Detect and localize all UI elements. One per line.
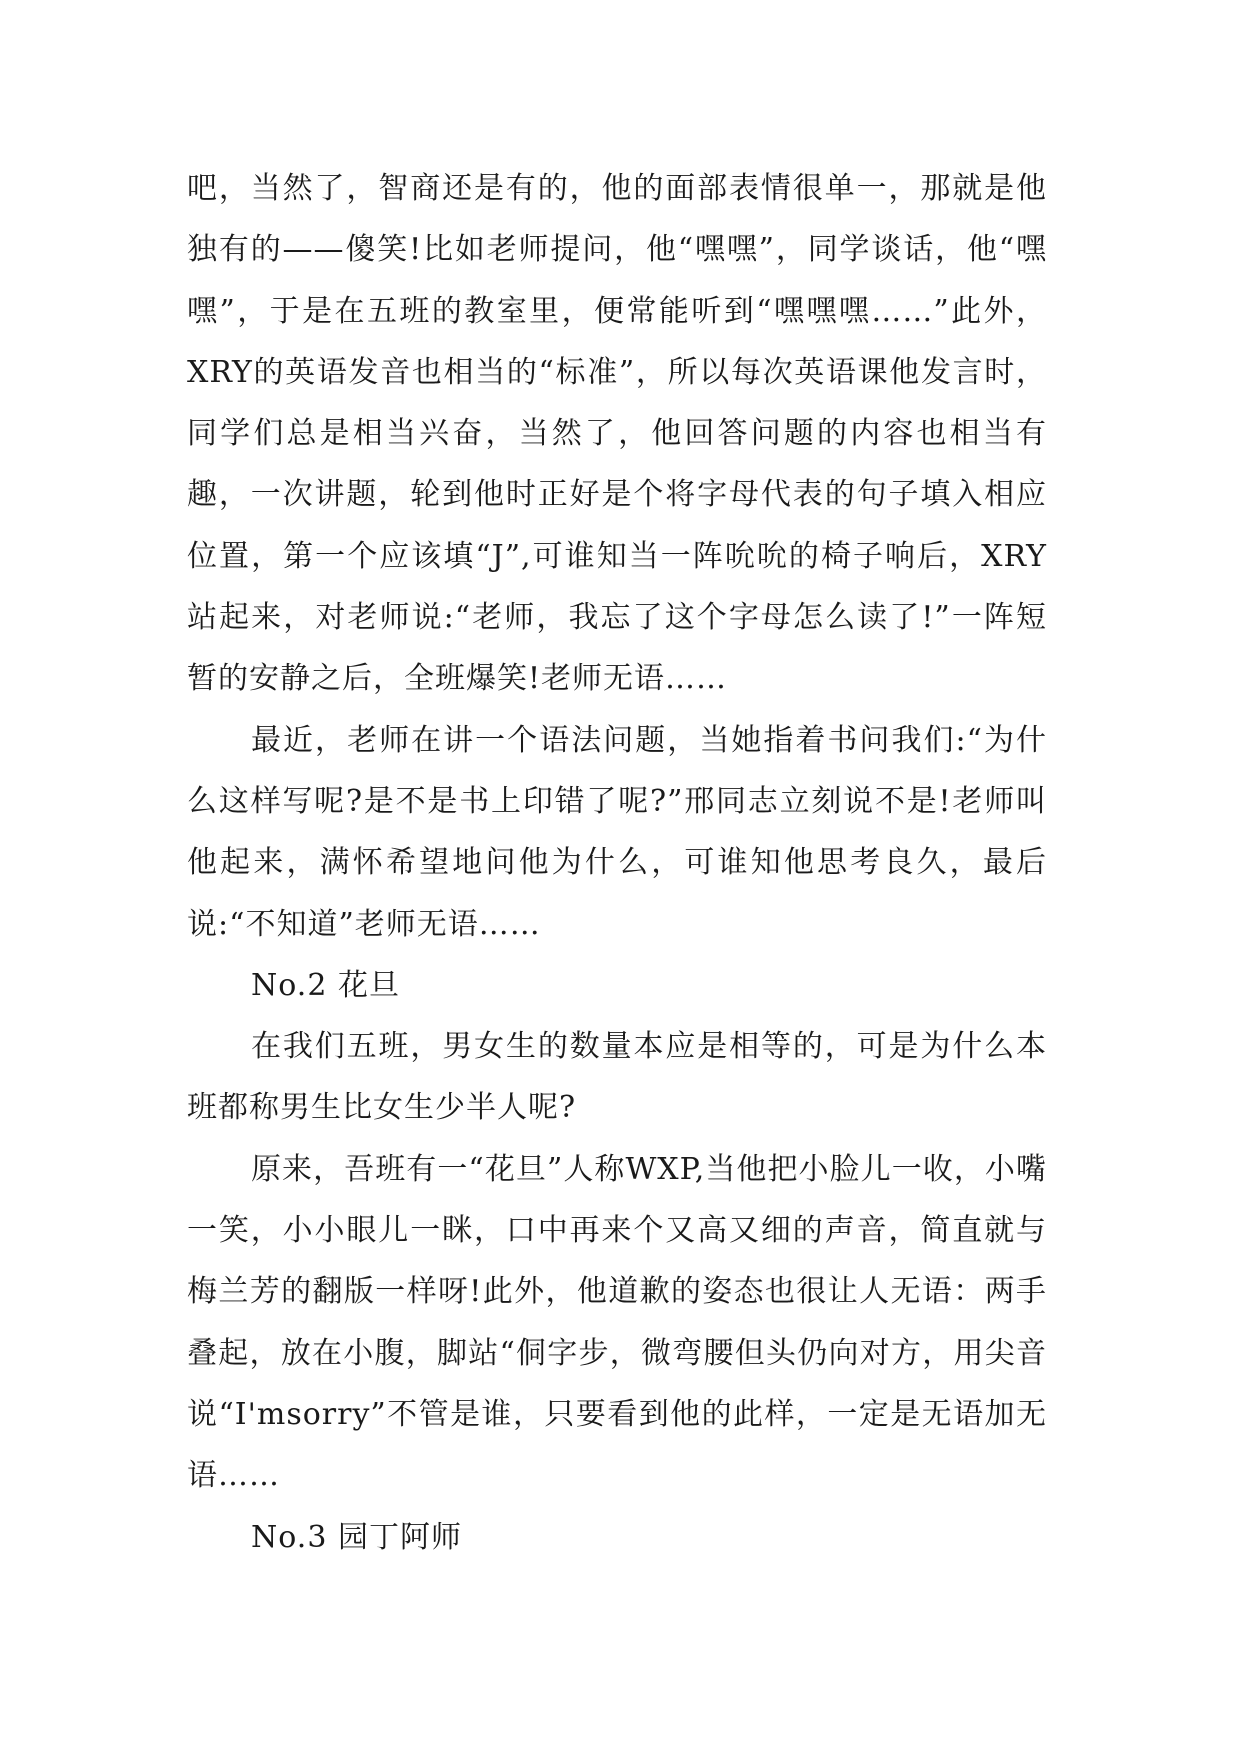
section-heading-no2: No.2 花旦 (251, 967, 400, 1003)
paragraph-class-ratio: 在我们五班，男女生的数量本应是相等的，可是为什么本班都称男生比女生少半人呢? (187, 1029, 1047, 1126)
paragraph-grammar-question: 最近，老师在讲一个语法问题，当她指着书问我们:“为什么这样写呢?是不是书上印错了呢?”邢同志立刻说不是!老师叫他起来，满怀希望地问他为什么，可谁知他思考良久，最后说:“不知道”老师无语…… (187, 722, 1047, 942)
document-body (187, 158, 1047, 1568)
section-heading-no3: No.3 园丁阿师 (251, 1519, 462, 1555)
paragraph-xry-story: 吧，当然了，智商还是有的，他的面部表情很单一，那就是他独有的——傻笑!比如老师提问，他“嘿嘿”，同学谈话，他“嘿嘿”，于是在五班的教室里，便常能听到“嘿嘿嘿……”此外，XRY的英语发音也相当的“标准”，所以每次英语课他发言时，同学们总是相当兴奋，当然了，他回答问题的内容也相当有趣，一次讲题，轮到他时正好是个将字母代表的句子填入相应位置，第一个应该填“J”,可谁知当一阵吮吮的椅子响后，XRY站起来，对老师说:“老师，我忘了这个字母怎么读了!”一阵短暂的安静之后，全班爆笑!老师无语…… (187, 171, 1047, 697)
paragraph-huadan-story: 原来，吾班有一“花旦”人称WXP,当他把小脸儿一收，小嘴一笑，小小眼儿一眯，口中再来个又高又细的声音，简直就与梅兰芳的翻版一样呀!此外，他道歉的姿态也很让人无语：两手叠起，放在小腹，脚站“侗字步，微弯腰但头仍向对方，用尖音说“I'msorry”不管是谁，只要看到他的此样，一定是无语加无语…… (187, 1151, 1047, 1494)
